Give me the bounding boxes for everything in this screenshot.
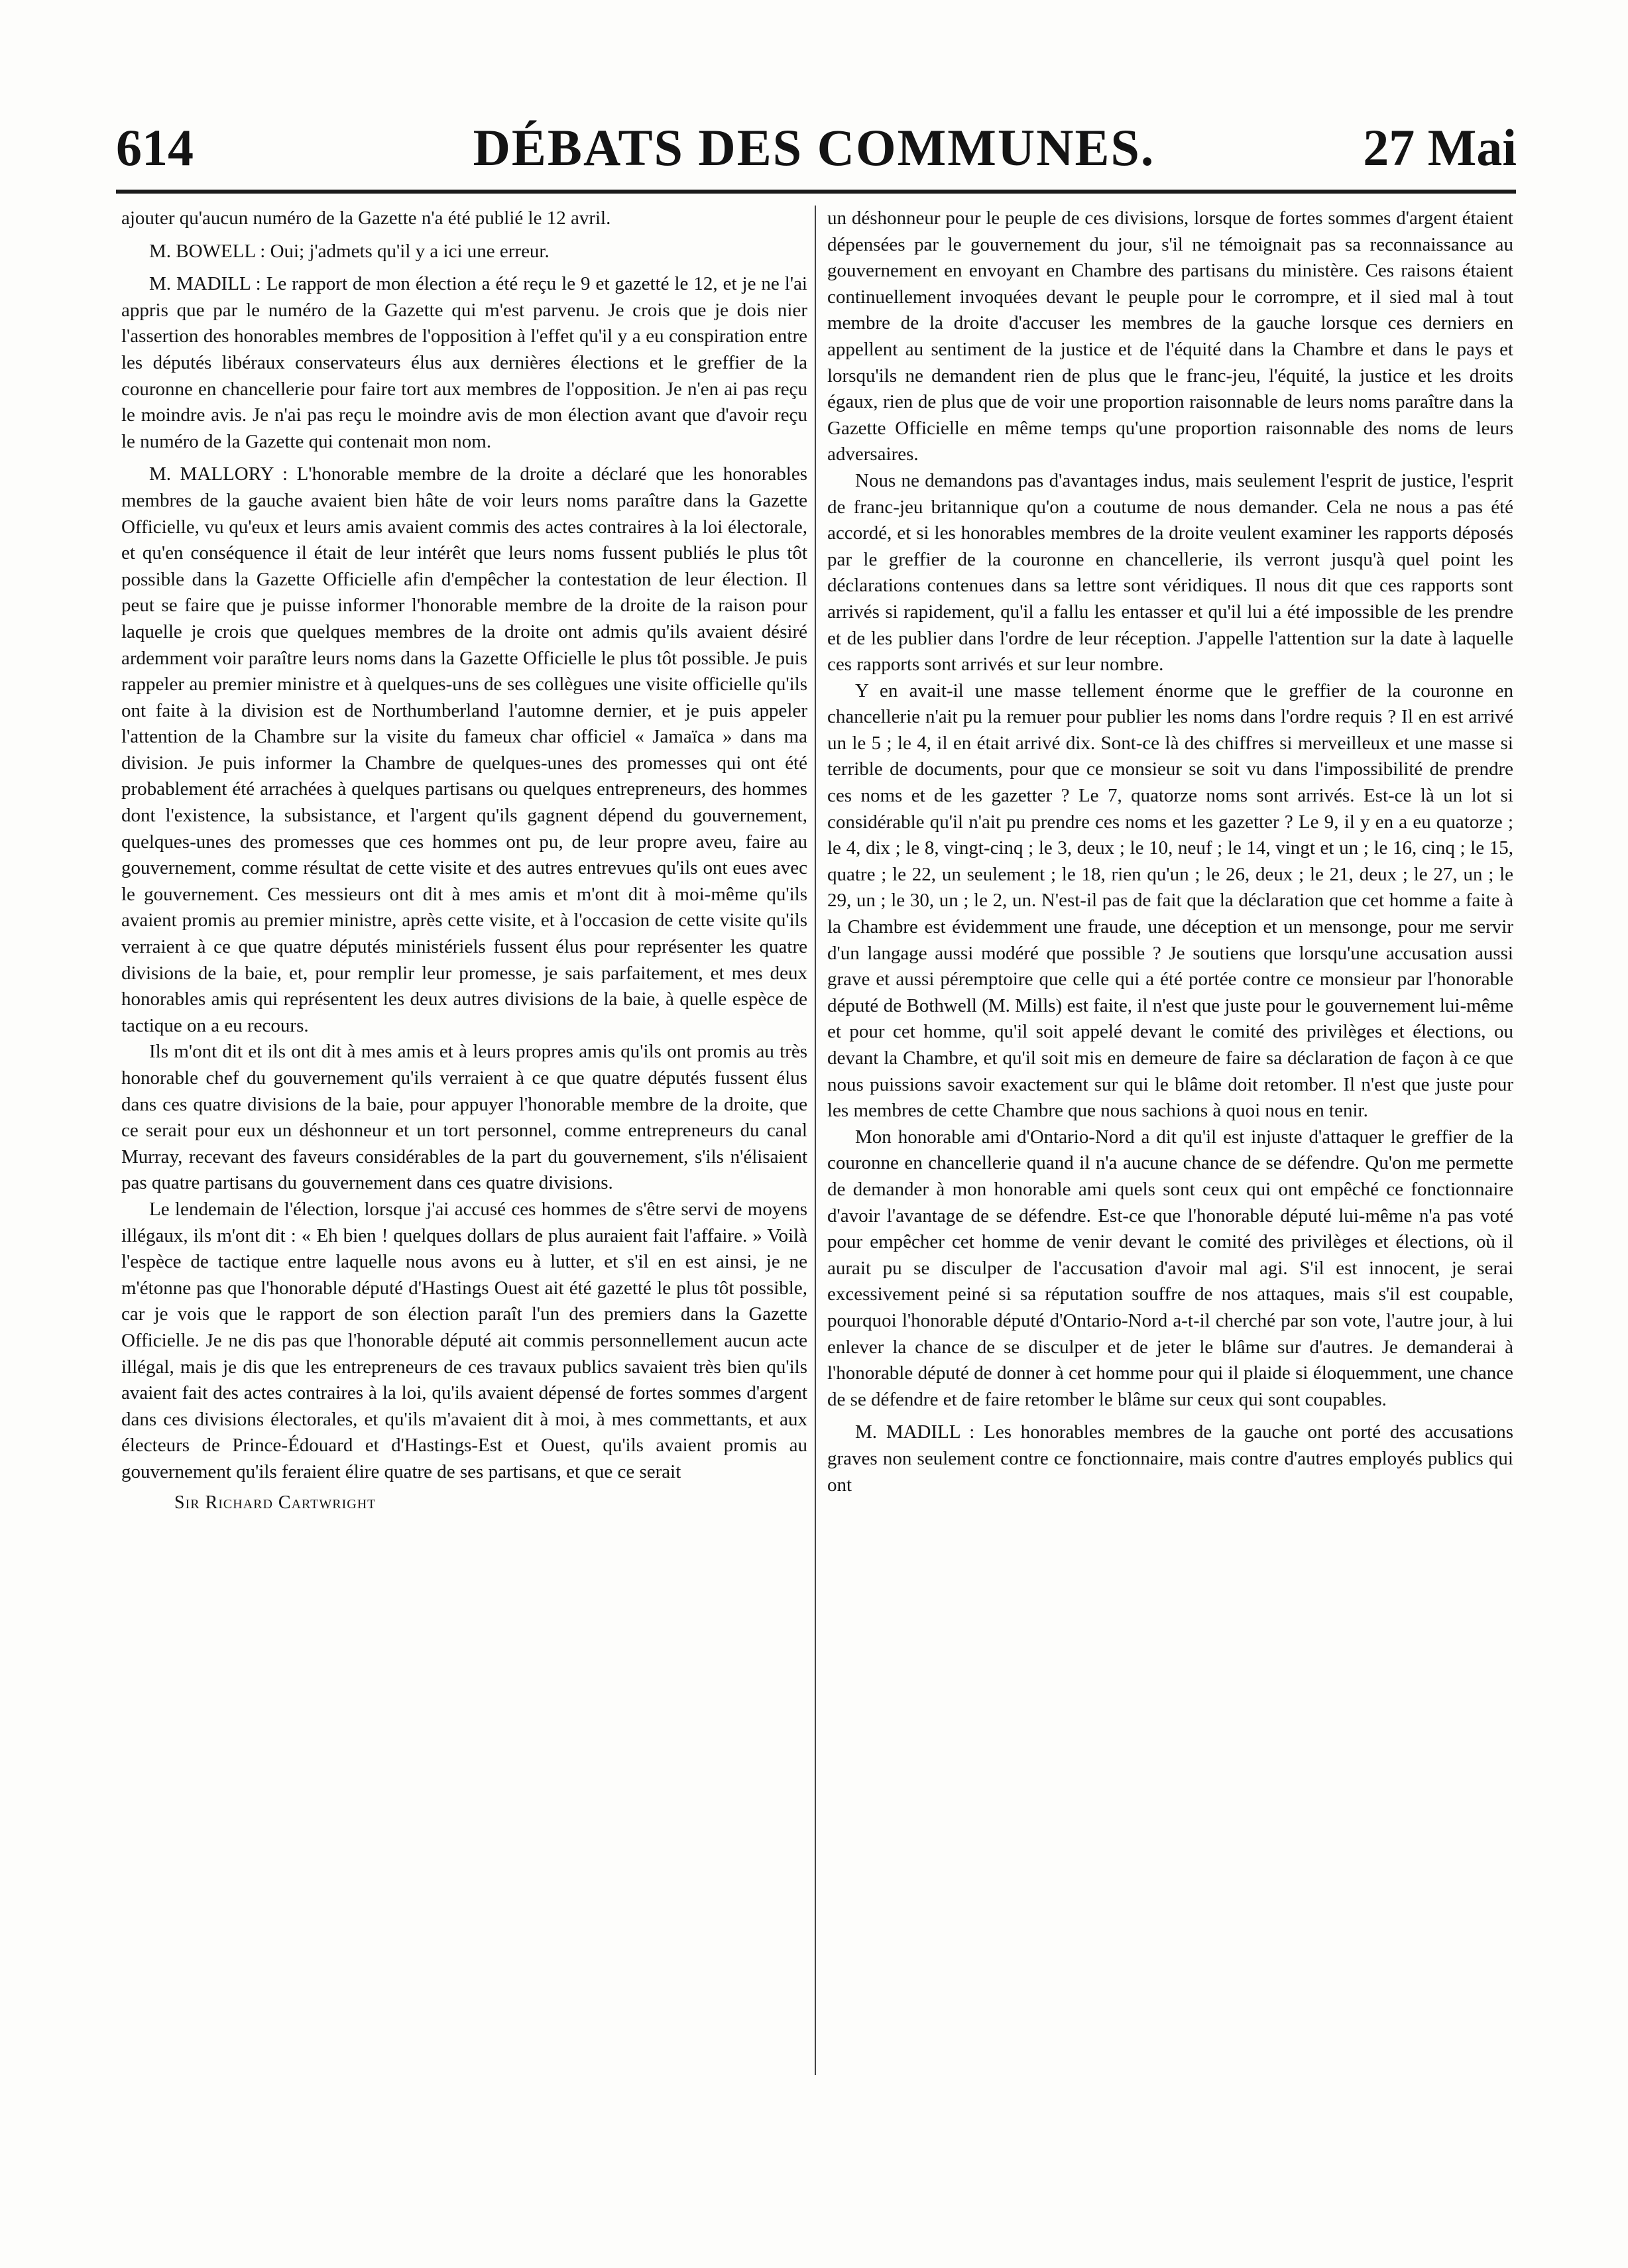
- paragraph: Mon honorable ami d'Ontario-Nord a dit qu'il est injuste d'attaquer le greffier de la couronne en chancellerie quand il n'a aucune chance de se défendre. Qu'on me permette de demander à mon honorable ami quels sont ceux qui ont empêché ce fonctionnaire d'avoir l'avantage de se défendre. Est-ce que l'honorable député lui-même n'a pas voté pour empêcher cet homme de venir devant le comité des privilèges et élections, où il aurait pu se disculper de l'accusation d'avoir mal agi. S'il est innocent, je serai excessivement peiné si sa réputation souffre de nos attaques, mais s'il est coupable, pourquoi l'honorable député d'Ontario-Nord a-t-il cherché par son vote, l'autre jour, à lui enlever la chance de se disculper et de jeter le blâme sur d'autres. Je demanderai à l'honorable député de donner à cet homme pour qui il plaide si éloquemment, une chance de se défendre et de faire retomber le blâme sur ceux qui sont coupables.: [827, 1126, 1513, 1410]
- paragraph: Le lendemain de l'élection, lorsque j'ai accusé ces hommes de s'être servi de moyens illégaux, ils m'ont dit : « Eh bien ! quelques dollars de plus auraient fait l'affaire. » Voilà l'espèce de tactique entre laquelle nous avons eu à lutter, et s'il en est ainsi, je ne m'étonne pas que l'honorable député d'Hastings Ouest ait été gazetté le plus tôt possible, car je vois que le rapport de son élection paraît l'un des premiers dans la Gazette Officielle. Je ne dis pas que l'honorable député ait commis personnellement aucun acte illégal, mais je dis que les entrepreneurs de ces travaux publics savaient très bien qu'ils avaient fait des actes contraires à la loi, qu'ils avaient dépensé de fortes sommes d'argent dans ces divisions électorales, et qu'ils m'avaient dit à moi, à mes commettants, et aux électeurs de Prince-Édouard et d'Hastings-Est et Ouest, qu'ils avaient promis au gouvernement qu'ils feraient élire quatre de ses partisans, et que ce serait: [121, 1198, 807, 1482]
- paragraph-text: Le rapport de mon élection a été reçu le 9 et gazetté le 12, et je ne l'ai appris que par le numéro de la Gazette qui m'est parvenu. Je crois que je dois nier l'assertion des honorables membres de l'opposition à l'effet qu'il y a eu conspiration entre les députés libéraux conservateurs élus aux dernières élections et le greffier de la couronne en chancellerie pour faire tort aux membres de l'opposition. Je n'en ai pas reçu le moindre avis. Je n'ai pas reçu le moindre avis de mon élection avant que d'avoir reçu le numéro de la Gazette qui contenait mon nom.: [121, 273, 807, 452]
- speaker-name: M. MADILL :: [149, 273, 261, 295]
- header-rule: [116, 190, 1516, 194]
- paragraph: Y en avait-il une masse tellement énorme que le greffier de la couronne en chancellerie n'ait pu la remuer pour publier les noms dans l'ordre requis ? Il en est arrivé un le 5 ; le 4, il en était arrivé dix. Sont-ce là des chiffres si merveilleux et une masse si terrible de documents, pour que ce monsieur se soit vu dans l'impossibilité de prendre ces noms et de les gazetter ? Le 7, quatorze noms sont arrivés. Est-ce là un lot si considérable qu'il n'ait pu prendre ces noms et les gazetter ? Le 9, il y en a eu quatorze ; le 4, dix ; le 8, vingt-cinq ; le 3, deux ; le 10, neuf ; le 14, vingt et un ; le 16, cinq ; le 15, quatre ; le 22, un seulement ; le 18, rien qu'un ; le 26, deux ; le 21, deux ; le 27, un ; le 29, un ; le 30, un ; le 2, un. N'est-il pas de fait que la déclaration que cet homme a faite à la Chambre est évidemment une fraude, une déception et un mensonge, pour me servir d'un langage aussi modéré que possible ? Je soutiens que lorsqu'une accusation aussi grave et aussi péremptoire que celle qui a été portée contre ce monsieur par l'honorable député de Bothwell (M. Mills) est faite, il n'est que juste pour le gouvernement lui-même et pour cet homme, qu'il soit appelé devant le comité des privilèges et élections, ou devant la Chambre, et qu'il soit mis en demeure de faire sa déclaration de façon à ce que nous puissions savoir exactement sur qui le blâme doit retomber. Il n'est que juste pour les membres de cette Chambre que nous sachions à quoi nous en tenir.: [827, 680, 1513, 1122]
- paragraph-text: Les honorables membres de la gauche ont porté des accusations graves non seulement contre ce fonctionnaire, mais contre d'autres employés publics qui ont: [827, 1421, 1513, 1496]
- left-column: [121, 206, 807, 2095]
- page-date: 27 Mai: [1363, 119, 1517, 176]
- paragraph-text: Oui; j'admets qu'il y a ici une erreur.: [265, 240, 550, 262]
- paragraph: Ils m'ont dit et ils ont dit à mes amis et à leurs propres amis qu'ils ont promis au très honorable chef du gouvernement qu'ils verraient à ce que quatre députés fussent élus dans ces quatre divisions de la baie, pour appuyer l'honorable membre de la droite, que ce serait pour eux un déshonneur et un tort personnel, comme entrepreneurs du canal Murray, recevant des faveurs considérables de la part du gouvernement, s'ils n'élisaient pas quatre partisans du gouvernement dans ces quatre divisions.: [121, 1041, 807, 1194]
- speaker-name: M. BOWELL :: [149, 240, 266, 262]
- speaker-name: M. MADILL :: [855, 1421, 975, 1443]
- paragraph: [121, 239, 807, 265]
- right-column: [827, 206, 1513, 2095]
- page-header: [0, 0, 1628, 186]
- catchword-footer: Sir Richard Cartwright: [174, 1492, 377, 1513]
- page-number: 614: [116, 119, 194, 176]
- paragraph: ajouter qu'aucun numéro de la Gazette n'a été publié le 12 avril.: [121, 208, 611, 229]
- speaker-name: M. MALLORY :: [149, 463, 288, 485]
- paragraph: [827, 1419, 1513, 1498]
- paragraph: [121, 271, 807, 455]
- paragraph: un déshonneur pour le peuple de ces divisions, lorsque de fortes sommes d'argent étaient dépensées par le gouvernement du jour, s'il ne témoignait pas sa reconnaissance au gouvernement en envoyant en Chambre des partisans du ministère. Ces raisons étaient continuellement invoquées devant le peuple pour le corrompre, et il sied mal à tout membre de la droite d'accuser les membres de la gauche lorsque ces derniers en appellent au sentiment de la justice et de l'équité dans la Chambre et dans le pays et lorsqu'ils ne demandent rien de plus que le franc-jeu, l'équité, la justice et les droits égaux, rien de plus que de voir une proportion raisonnable de leurs noms paraître dans la Gazette Officielle en même temps qu'une proportion raisonnable des noms de leurs adversaires.: [827, 208, 1513, 465]
- page-title: DÉBATS DES COMMUNES.: [473, 119, 1155, 176]
- column-divider: [815, 206, 816, 2075]
- paragraph: [121, 461, 807, 1039]
- paragraph: Nous ne demandons pas d'avantages indus, mais seulement l'esprit de justice, l'esprit de franc-jeu britannique qu'on a coutume de nous demander. Cela ne nous a pas été accordé, et si les honorables membres de la droite veulent examiner les rapports déposés par le greffier de la couronne en chancellerie, ils verront jusqu'à quel point les déclarations contenues dans sa lettre sont véridiques. Il nous dit que ces rapports sont arrivés si rapidement, qu'il a fallu les entasser et qu'il lui a été impossible de les prendre et de les publier dans l'ordre de leur réception. J'appelle l'attention sur la date à laquelle ces rapports sont arrivés et sur leur nombre.: [827, 469, 1513, 676]
- paragraph-text: L'honorable membre de la droite a déclaré que les honorables membres de la gauche avaient bien hâte de voir leurs noms paraître dans la Gazette Officielle, vu qu'eux et leurs amis avaient commis des actes contraires à la loi électorale, et qu'en conséquence il était de leur intérêt que leurs noms fussent publiés le plus tôt possible dans la Gazette Officielle afin d'empêcher la contestation de leur élection. Il peut se faire que je puisse informer l'honorable membre de la droite de la raison pour laquelle je crois que quelques membres de la droite ont admis qu'ils avaient désiré ardemment voir paraître leurs noms dans la Gazette Officielle le plus tôt possible. Je puis rappeler au premier ministre et à quelques-uns de ses collègues une visite officielle qu'ils ont faite à la division est de Northumberland l'automne dernier, et je puis appeler l'attention de la Chambre sur la visite du fameux char officiel « Jamaïca » dans ma division. Je puis informer la Chambre de quelques-unes des promesses qui ont été probablement été arrachées à quelques partisans ou quelques entrepreneurs, des hommes dont l'existence, la subsistance, et l'argent qu'ils gagnent dépend du gouvernement, quelques-unes des promesses que ces hommes ont pu, de leur propre aveu, faire au gouvernement, comme résultat de cette visite et des autres entrevues qu'ils ont eues avec le gouvernement. Ces messieurs ont dit à mes amis et m'ont dit à moi-même qu'ils avaient promis au premier ministre, après cette visite, et à l'occasion de cette visite qu'ils verraient à ce que quatre députés ministériels fussent élus pour représenter les quatre divisions de la baie, et, pour remplir leur promesse, je sais parfaitement, et mes deux honorables amis qui représentent les deux autres divisions de la baie, à quelle espèce de tactique on a eu recours.: [121, 463, 807, 1036]
